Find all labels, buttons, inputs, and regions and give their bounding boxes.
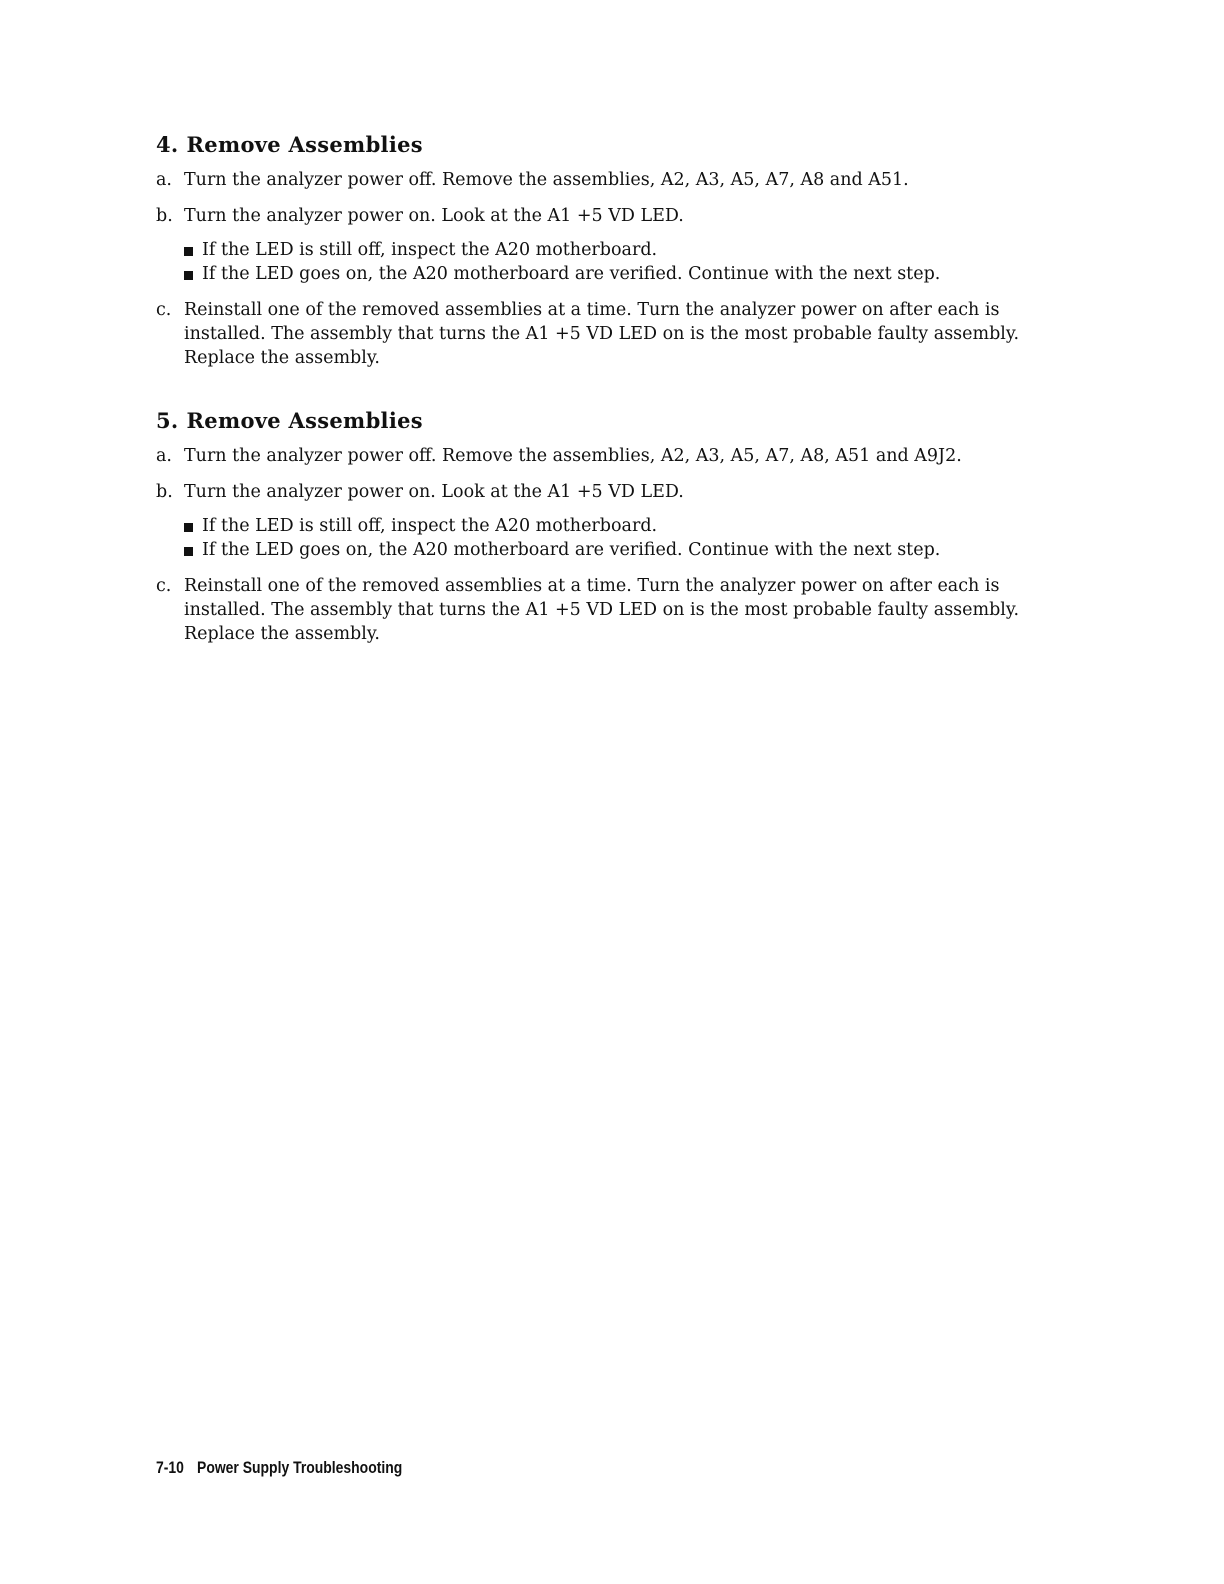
- step-marker: b.: [156, 206, 173, 226]
- bullet-item: [184, 262, 1036, 286]
- bullet-text: If the LED goes on, the A20 motherboard are verified. Continue with the next step.: [202, 540, 941, 560]
- chapter-title: Power Supply Troubleshooting: [197, 1458, 403, 1477]
- step-text: Reinstall one of the removed assemblies at a time. Turn the analyzer power on after each is installed. The assembly that turns the A1 +5 VD LED on is the most probable faulty assembly. Replace the assembly.: [184, 300, 1020, 368]
- bullet-item: [184, 514, 1036, 538]
- section-number: 5.: [156, 408, 179, 433]
- bullet-text: If the LED is still off, inspect the A20 motherboard.: [202, 240, 658, 260]
- step-text: Turn the analyzer power on. Look at the A1 +5 VD LED.: [184, 206, 684, 226]
- page-footer: [156, 1457, 402, 1479]
- section-title: Remove Assemblies: [186, 408, 423, 433]
- step-text: Turn the analyzer power off. Remove the assemblies, A2, A3, A5, A7, A8, A51 and A9J2.: [184, 446, 962, 466]
- step-text: Turn the analyzer power off. Remove the assemblies, A2, A3, A5, A7, A8 and A51.: [184, 170, 909, 190]
- bullet-text: If the LED is still off, inspect the A20 motherboard.: [202, 516, 658, 536]
- section-remove-assemblies-5: [156, 406, 1036, 658]
- square-bullet-icon: [184, 271, 193, 280]
- step-marker: c.: [156, 300, 172, 320]
- step-marker: a.: [156, 446, 172, 466]
- step-marker: a.: [156, 170, 172, 190]
- step-b: [156, 204, 1036, 228]
- bullet-item: [184, 538, 1036, 562]
- step-text: Reinstall one of the removed assemblies at a time. Turn the analyzer power on after each is installed. The assembly that turns the A1 +5 VD LED on is the most probable faulty assembly. Replace the assembly.: [184, 576, 1020, 644]
- section-remove-assemblies-4: [156, 130, 1036, 382]
- bullet-item: [184, 238, 1036, 262]
- step-marker: b.: [156, 482, 173, 502]
- step-a: [156, 444, 1036, 468]
- step-text: Turn the analyzer power on. Look at the A1 +5 VD LED.: [184, 482, 684, 502]
- section-heading: [156, 406, 1036, 436]
- square-bullet-icon: [184, 523, 193, 532]
- bullet-list: [184, 238, 1036, 286]
- bullet-list: [184, 514, 1036, 562]
- step-marker: c.: [156, 576, 172, 596]
- square-bullet-icon: [184, 247, 193, 256]
- square-bullet-icon: [184, 547, 193, 556]
- step-a: [156, 168, 1036, 192]
- step-c: [156, 574, 1036, 646]
- section-number: 4.: [156, 132, 179, 157]
- step-c: [156, 298, 1036, 370]
- section-title: Remove Assemblies: [186, 132, 423, 157]
- bullet-text: If the LED goes on, the A20 motherboard are verified. Continue with the next step.: [202, 264, 941, 284]
- page-number: 7-10: [156, 1458, 184, 1477]
- section-heading: [156, 130, 1036, 160]
- step-b: [156, 480, 1036, 504]
